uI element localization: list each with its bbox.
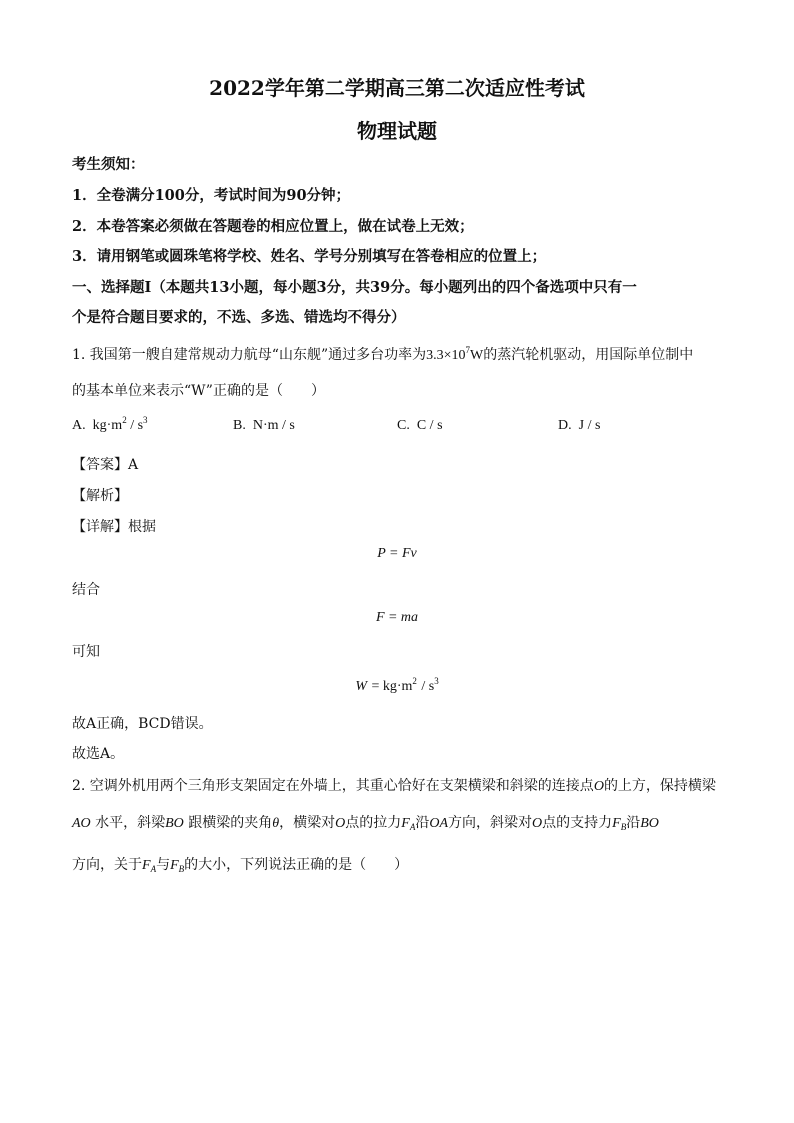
q1-conclusion-2: 故选A。	[72, 746, 125, 762]
q2-stem-line3: 方向，关于$F_A$与$F_B$的大小，下列说法正确的是（ ）	[72, 857, 409, 874]
q1-stem-line1	[72, 344, 693, 364]
q1-detail: 【详解】根据	[72, 519, 156, 535]
q2-stem-line1: 2. 空调外机用两个三角形支架固定在外墙上，其重心恰好在支架横梁和斜梁的连接点O的上方，保持横梁	[72, 778, 716, 794]
q1-stem-line2: 的基本单位来表示“W”正确的是（ ）	[72, 383, 325, 399]
q1-option-d[interactable]: D. J / s	[558, 418, 601, 433]
section-heading-line2: 个是符合题目要求的，不选、多选、错选均不得分）	[72, 309, 406, 326]
know-label: 可知	[72, 644, 100, 660]
q1-option-c[interactable]: C. C / s	[397, 418, 443, 433]
detail-tag: 【详解】	[72, 519, 128, 535]
q2-stem-line2: AO 水平，斜梁BO 跟横梁的夹角θ，横梁对O点的拉力$F_A$沿OA方向，斜梁对O点的支持力$F_B$沿BO	[72, 815, 659, 832]
q1-stem-post: 的蒸汽轮机驱动，用国际单位制中	[483, 347, 694, 363]
equation-unit: $W = kg\cdot m^2 / s^3$	[355, 676, 439, 694]
q1-option-b[interactable]: B. N·m / s	[233, 418, 295, 433]
q1-answer	[72, 454, 138, 474]
notice-heading: 考生须知：	[72, 156, 145, 173]
section-heading-line1: 一、选择题Ⅰ（本题共13小题，每小题3分，共39分。每小题列出的四个备选项中只有一	[72, 279, 637, 296]
q1-analysis-tag: 【解析】	[72, 488, 128, 504]
answer-value: A	[128, 457, 139, 473]
page-title: 2022学年第二学期高三第二次适应性考试	[209, 76, 585, 100]
answer-tag: 【答案】	[72, 457, 128, 473]
notice-item-2: 2．本卷答案必须做在答题卷的相应位置上，做在试卷上无效；	[72, 218, 474, 235]
page-subtitle: 物理试题	[357, 119, 437, 143]
notice-item-1: 1．全卷满分100分，考试时间为90分钟；	[72, 187, 351, 204]
q1-stem-pre: 1. 我国第一艘自建常规动力航母“山东舰”通过多台功率为	[72, 347, 427, 363]
q1-power-value: $3.3\times 10^7W$	[426, 345, 484, 363]
q1-option-a[interactable]: A. $kg\cdot m^2 / s^3$	[72, 415, 148, 433]
equation-force: F = ma	[375, 610, 419, 625]
equation-power: P = Fv	[377, 546, 417, 561]
q1-conclusion-1: 故A正确，BCD错误。	[72, 716, 213, 732]
combine-label: 结合	[72, 582, 100, 598]
notice-item-3: 3．请用钢笔或圆珠笔将学校、姓名、学号分别填写在答卷相应的位置上；	[72, 248, 547, 265]
